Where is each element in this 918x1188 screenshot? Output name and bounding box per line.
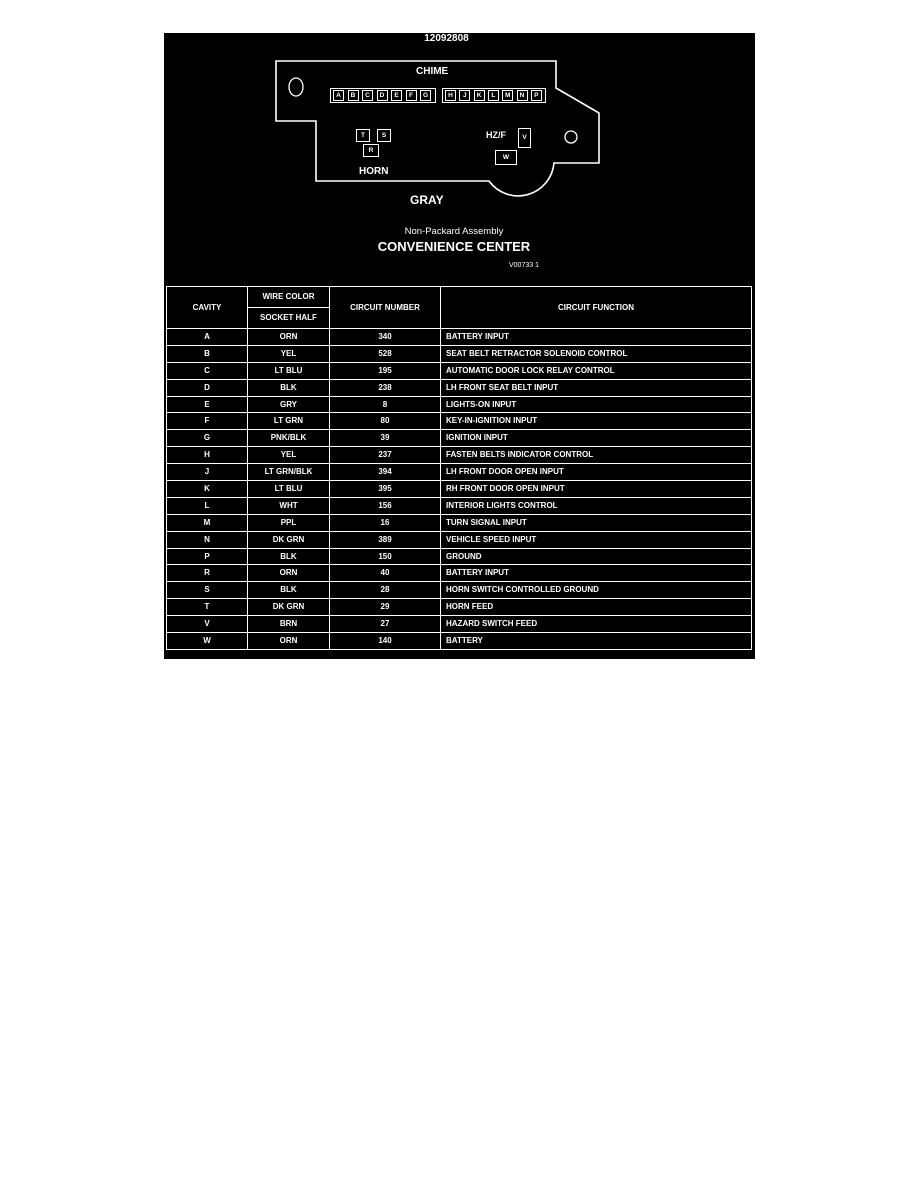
chime-cavity-g: G <box>420 90 431 101</box>
cell-cavity: G <box>167 430 248 447</box>
cell-wire-color: DK GRN <box>248 531 330 548</box>
cell-circuit-number: 195 <box>330 362 441 379</box>
horn-cavity-s: S <box>377 129 391 142</box>
cell-circuit-number: 29 <box>330 599 441 616</box>
cell-circuit-function: BATTERY INPUT <box>441 565 752 582</box>
cell-circuit-number: 238 <box>330 379 441 396</box>
horn-cavity-r: R <box>363 144 379 157</box>
cell-cavity: S <box>167 582 248 599</box>
cell-circuit-function: BATTERY INPUT <box>441 329 752 346</box>
table-row <box>167 531 752 548</box>
cell-cavity: K <box>167 481 248 498</box>
cell-wire-color: LT GRN <box>248 413 330 430</box>
chime-cavity-b: B <box>348 90 359 101</box>
cell-wire-color: LT BLU <box>248 481 330 498</box>
table-row <box>167 633 752 650</box>
cell-cavity: F <box>167 413 248 430</box>
cell-cavity: W <box>167 633 248 650</box>
cell-circuit-number: 80 <box>330 413 441 430</box>
cell-wire-color: GRY <box>248 396 330 413</box>
table-row <box>167 329 752 346</box>
cell-circuit-function: TURN SIGNAL INPUT <box>441 514 752 531</box>
horn-label: HORN <box>359 166 389 177</box>
header-wire-color: WIRE COLOR <box>248 287 330 308</box>
part-number: 12092808 <box>424 33 469 44</box>
table-row <box>167 548 752 565</box>
cell-cavity: L <box>167 497 248 514</box>
cell-cavity: J <box>167 464 248 481</box>
header-circuit-number: CIRCUIT NUMBER <box>330 287 441 329</box>
cell-circuit-number: 150 <box>330 548 441 565</box>
cell-wire-color: PNK/BLK <box>248 430 330 447</box>
cell-circuit-number: 16 <box>330 514 441 531</box>
chime-cavity-f: F <box>406 90 417 101</box>
connector-figure <box>164 33 755 659</box>
hzf-label: HZ/F <box>486 130 506 140</box>
hzf-cavity-v: V <box>518 128 531 148</box>
cell-circuit-number: 528 <box>330 345 441 362</box>
cell-wire-color: DK GRN <box>248 599 330 616</box>
chime-cavity-p: P <box>531 90 542 101</box>
cell-cavity: D <box>167 379 248 396</box>
cell-circuit-number: 8 <box>330 396 441 413</box>
cell-cavity: A <box>167 329 248 346</box>
cell-circuit-function: LH FRONT SEAT BELT INPUT <box>441 379 752 396</box>
cell-wire-color: LT BLU <box>248 362 330 379</box>
cell-wire-color: BLK <box>248 379 330 396</box>
chime-cavity-k: K <box>474 90 485 101</box>
cell-circuit-function: VEHICLE SPEED INPUT <box>441 531 752 548</box>
cell-circuit-number: 340 <box>330 329 441 346</box>
cell-circuit-function: LIGHTS-ON INPUT <box>441 396 752 413</box>
cell-circuit-function: KEY-IN-IGNITION INPUT <box>441 413 752 430</box>
table-row <box>167 413 752 430</box>
reference-code: V00733 1 <box>509 262 539 269</box>
cell-cavity: H <box>167 447 248 464</box>
table-row <box>167 565 752 582</box>
cell-wire-color: BLK <box>248 582 330 599</box>
mounting-hole-left <box>289 78 303 96</box>
cell-cavity: P <box>167 548 248 565</box>
cell-circuit-number: 28 <box>330 582 441 599</box>
cell-wire-color: ORN <box>248 329 330 346</box>
pinout-table-body <box>167 329 752 650</box>
cell-circuit-function: HAZARD SWITCH FEED <box>441 616 752 633</box>
cell-circuit-number: 389 <box>330 531 441 548</box>
header-circuit-function: CIRCUIT FUNCTION <box>441 287 752 329</box>
cell-circuit-function: LH FRONT DOOR OPEN INPUT <box>441 464 752 481</box>
cell-circuit-number: 39 <box>330 430 441 447</box>
table-row <box>167 464 752 481</box>
cell-wire-color: WHT <box>248 497 330 514</box>
table-row <box>167 481 752 498</box>
cell-circuit-function: BATTERY <box>441 633 752 650</box>
cell-circuit-function: HORN FEED <box>441 599 752 616</box>
cell-circuit-function: RH FRONT DOOR OPEN INPUT <box>441 481 752 498</box>
table-row <box>167 430 752 447</box>
cell-cavity: N <box>167 531 248 548</box>
cell-circuit-number: 27 <box>330 616 441 633</box>
chime-cavity-n: N <box>517 90 528 101</box>
cell-circuit-function: FASTEN BELTS INDICATOR CONTROL <box>441 447 752 464</box>
table-row <box>167 514 752 531</box>
cell-circuit-number: 394 <box>330 464 441 481</box>
chime-cavity-j: J <box>459 90 470 101</box>
chime-cavity-h: H <box>445 90 456 101</box>
figure-title: CONVENIENCE CENTER <box>377 239 531 254</box>
cell-wire-color: BLK <box>248 548 330 565</box>
assembly-label: Non-Packard Assembly <box>404 226 504 237</box>
cell-cavity: V <box>167 616 248 633</box>
cell-circuit-number: 140 <box>330 633 441 650</box>
mounting-hole-right <box>565 131 577 143</box>
horn-cavity-t: T <box>356 129 370 142</box>
cell-cavity: R <box>167 565 248 582</box>
cell-circuit-function: IGNITION INPUT <box>441 430 752 447</box>
cell-wire-color: BRN <box>248 616 330 633</box>
chime-cavity-c: C <box>362 90 373 101</box>
chime-cavity-a: A <box>333 90 344 101</box>
header-socket-half: SOCKET HALF <box>248 308 330 329</box>
table-row <box>167 582 752 599</box>
cell-circuit-function: HORN SWITCH CONTROLLED GROUND <box>441 582 752 599</box>
pinout-table <box>166 286 752 650</box>
cell-cavity: E <box>167 396 248 413</box>
table-row <box>167 345 752 362</box>
cell-wire-color: ORN <box>248 633 330 650</box>
cell-circuit-number: 237 <box>330 447 441 464</box>
cell-circuit-number: 395 <box>330 481 441 498</box>
table-row <box>167 396 752 413</box>
chime-label: CHIME <box>416 66 449 77</box>
cell-wire-color: PPL <box>248 514 330 531</box>
cell-circuit-function: SEAT BELT RETRACTOR SOLENOID CONTROL <box>441 345 752 362</box>
cell-cavity: T <box>167 599 248 616</box>
table-row <box>167 362 752 379</box>
cell-cavity: M <box>167 514 248 531</box>
chime-cavity-l: L <box>488 90 499 101</box>
header-cavity: CAVITY <box>167 287 248 329</box>
cell-circuit-function: GROUND <box>441 548 752 565</box>
cell-circuit-number: 40 <box>330 565 441 582</box>
table-row <box>167 447 752 464</box>
cell-wire-color: YEL <box>248 345 330 362</box>
cell-circuit-number: 156 <box>330 497 441 514</box>
cell-wire-color: YEL <box>248 447 330 464</box>
table-row <box>167 497 752 514</box>
table-row <box>167 616 752 633</box>
chime-cavity-e: E <box>391 90 402 101</box>
cell-cavity: C <box>167 362 248 379</box>
cell-circuit-function: INTERIOR LIGHTS CONTROL <box>441 497 752 514</box>
chime-cavity-d: D <box>377 90 388 101</box>
cell-wire-color: LT GRN/BLK <box>248 464 330 481</box>
hzf-cavity-w: W <box>495 150 517 165</box>
housing-color-label: GRAY <box>410 193 444 207</box>
table-row <box>167 379 752 396</box>
cell-wire-color: ORN <box>248 565 330 582</box>
chime-cavity-m: M <box>502 90 513 101</box>
table-row <box>167 599 752 616</box>
cell-cavity: B <box>167 345 248 362</box>
cell-circuit-function: AUTOMATIC DOOR LOCK RELAY CONTROL <box>441 362 752 379</box>
